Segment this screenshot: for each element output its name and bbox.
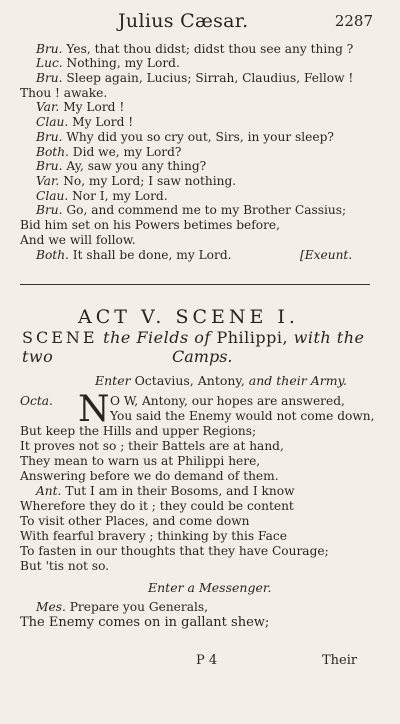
line-text: You said the Enemy would not come down,	[110, 409, 375, 423]
dialogue-line	[36, 115, 133, 130]
line-text: No, my Lord; I saw nothing.	[63, 174, 237, 188]
line-text: Bid him set on his Powers betimes before,	[20, 218, 281, 232]
line-text: Tut I am in their Bosoms, and I know	[65, 484, 295, 498]
speaker-name: Var.	[36, 100, 60, 114]
line-text: Sleep again, Lucius; Sirrah, Claudius, Fellow !	[66, 71, 354, 85]
line-text: Go, and commend me to my Brother Cassius;	[66, 203, 347, 217]
catchword: Their	[322, 653, 358, 668]
speaker-name: Bru.	[36, 130, 63, 144]
line-text: Did we, my Lord?	[72, 145, 182, 159]
line-text: Prepare you Generals,	[69, 600, 208, 614]
line-text: Why did you so cry out, Sirs, in your sleep?	[66, 130, 334, 144]
scene-the-fields: the Fields of	[103, 328, 211, 347]
dialogue-line	[36, 42, 353, 57]
dialogue-line	[20, 86, 107, 101]
dialogue-line	[36, 203, 346, 218]
line-text: But 'tis not so.	[20, 559, 110, 573]
line-text: To visit other Places, and come down	[20, 514, 250, 528]
dialogue-line	[36, 174, 236, 189]
dialogue-line	[36, 159, 206, 174]
line-text: Thou ! awake.	[20, 86, 108, 100]
line-text: But keep the Hills and upper Regions;	[20, 424, 257, 438]
speaker-name: Both.	[36, 248, 69, 262]
speaker-name: Luc.	[36, 56, 63, 70]
dialogue-line	[36, 71, 353, 86]
line-text: The Enemy comes on in gallant shew;	[20, 615, 270, 630]
scene-place: Philippi,	[216, 328, 289, 347]
scene-heading-cont: Camps.	[172, 347, 233, 366]
line-text: Nor I, my Lord.	[72, 189, 168, 203]
dialogue-line	[36, 600, 208, 615]
scene-word: SCENE	[22, 328, 98, 347]
scene-with-two: with the two	[22, 328, 365, 366]
speaker-name: Octa.	[20, 394, 53, 408]
speaker-name: Ant.	[36, 484, 62, 498]
line-text: My Lord !	[72, 115, 134, 129]
dialogue-line	[36, 100, 124, 115]
line-text: And we will follow.	[20, 233, 136, 247]
page-number: 2287	[334, 12, 373, 30]
line-text: With fearful bravery ; thinking by this Face	[20, 529, 287, 543]
dialogue-line	[36, 145, 181, 160]
line-text: Answering before we do demand of them.	[20, 469, 279, 483]
dialogue-line	[20, 218, 280, 233]
enter-names: Octavius, Antony,	[134, 373, 245, 388]
scene-divider-rule	[20, 284, 370, 285]
dialogue-line	[36, 189, 168, 204]
speaker-name: Bru.	[36, 71, 63, 85]
signature-mark: P 4	[196, 653, 218, 668]
speaker-name: Mes.	[36, 600, 66, 614]
line-text: O W, Antony, our hopes are answered,	[110, 394, 345, 408]
line-text: To fasten in our thoughts that they have Courage;	[20, 544, 329, 558]
dialogue-line	[20, 233, 136, 248]
dialogue-line	[36, 56, 180, 71]
speaker-name: Bru.	[36, 42, 63, 56]
drop-capital: N	[78, 389, 110, 430]
speaker-name: Both.	[36, 145, 69, 159]
line-text: It proves not so ; their Battels are at hand,	[20, 439, 284, 453]
act-heading: ACT V. SCENE I.	[78, 306, 299, 328]
line-text: Ay, saw you any thing?	[66, 159, 207, 173]
dialogue-line	[36, 248, 232, 263]
speaker-name: Var.	[36, 174, 60, 188]
speaker-name: Clau.	[36, 115, 69, 129]
speaker-name: Bru.	[36, 159, 63, 173]
stage-direction-exeunt: [Exeunt.	[300, 248, 353, 262]
stage-direction-messenger: Enter a Messenger.	[148, 580, 272, 595]
line-text: My Lord !	[63, 100, 125, 114]
stage-direction-enter	[95, 373, 347, 388]
enter-rest: and their Army.	[248, 373, 347, 388]
enter-word: Enter	[95, 373, 131, 388]
dialogue-line	[36, 484, 295, 499]
speaker-name: Clau.	[36, 189, 69, 203]
speaker-name: Bru.	[36, 203, 63, 217]
line-text: They mean to warn us at Philippi here,	[20, 454, 261, 468]
dialogue-line	[36, 130, 334, 145]
line-text: It shall be done, my Lord.	[72, 248, 232, 262]
line-text: Yes, that thou didst; didst thou see any thing ?	[66, 42, 354, 56]
running-title: Julius Cæsar.	[118, 10, 249, 32]
line-text: Nothing, my Lord.	[66, 56, 180, 70]
line-text: Wherefore they do it ; they could be content	[20, 499, 294, 513]
